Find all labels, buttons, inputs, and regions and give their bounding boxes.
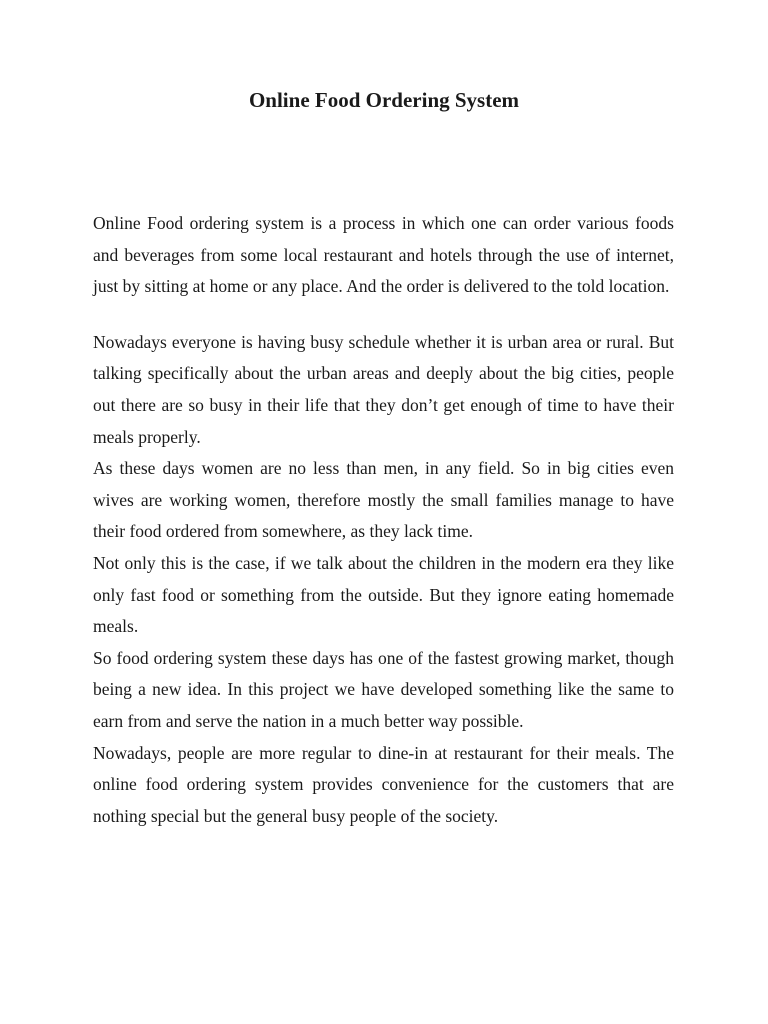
paragraph-dine-in: Nowadays, people are more regular to dine-in at restaurant for their meals. The online food ordering system provides convenience for the customers that are nothing special but the general busy people of the society. — [93, 742, 674, 826]
document-title: Online Food Ordering System — [248, 88, 520, 112]
paragraph-children-fast-food: Not only this is the case, if we talk about the children in the modern era they like only fast food or something from the outside. But they ignore eating homemade meals. — [93, 552, 674, 637]
document-body — [93, 208, 674, 832]
paragraph-busy-schedule: Nowadays everyone is having busy schedule whether it is urban area or rural. But talking specifically about the urban areas and deeply about the big cities, people out there are so busy in their life that they don’t get enough of time to have their meals properly. — [93, 331, 674, 447]
paragraph-intro: Online Food ordering system is a process in which one can order various foods and beverages from some local restaurant and hotels through the use of internet, just by sitting at home or any place. And the order is delivered to the told location. — [93, 213, 674, 297]
paragraph-growing-market: So food ordering system these days has one of the fastest growing market, though being a new idea. In this project we have developed something like the same to earn from and serve the nation in a much better way possible. — [93, 647, 674, 731]
paragraph-working-women: As these days women are no less than men, in any field. So in big cities even wives are working women, therefore mostly the small families manage to have their food ordered from somewhere, as they lack time. — [93, 458, 674, 542]
